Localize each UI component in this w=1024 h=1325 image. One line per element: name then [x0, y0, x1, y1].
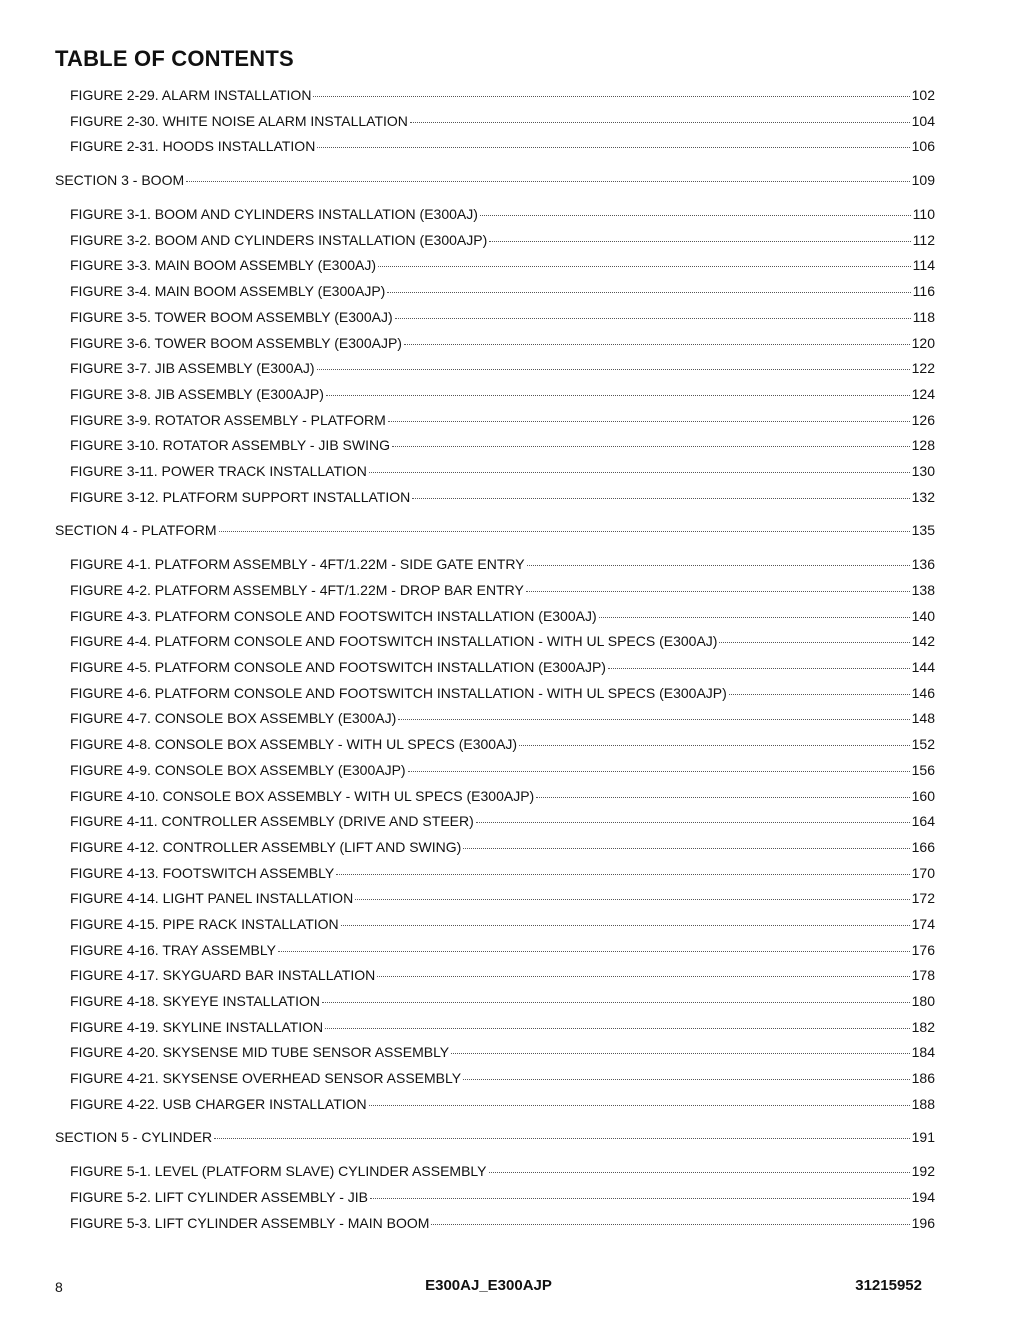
toc-entry-label: FIGURE 4-3. PLATFORM CONSOLE AND FOOTSWITCH INSTALLATION (E300AJ)	[70, 607, 597, 624]
toc-entry-label: FIGURE 3-3. MAIN BOOM ASSEMBLY (E300AJ)	[70, 257, 377, 274]
toc-entry-label: FIGURE 3-10. ROTATOR ASSEMBLY - JIB SWING	[70, 437, 390, 454]
toc-entry-page: 176	[911, 941, 935, 958]
toc-entry-label: FIGURE 4-13. FOOTSWITCH ASSEMBLY	[70, 864, 335, 881]
toc-figure-entry[interactable]	[55, 87, 935, 113]
toc-entry-page: 188	[911, 1095, 935, 1112]
toc-entry-page: 178	[911, 967, 935, 984]
toc-entry-page: 128	[911, 437, 935, 454]
toc-figure-entry[interactable]	[55, 710, 935, 736]
toc-figure-entry[interactable]	[55, 257, 935, 283]
toc-entry-label: FIGURE 4-1. PLATFORM ASSEMBLY - 4FT/1.22M - SIDE GATE ENTRY	[70, 556, 525, 573]
toc-entry-label: FIGURE 3-6. TOWER BOOM ASSEMBLY (E300AJP)	[70, 334, 402, 351]
toc-entry-label: FIGURE 3-1. BOOM AND CYLINDERS INSTALLATION (E300AJ)	[70, 206, 478, 223]
toc-figure-entry[interactable]	[55, 633, 935, 659]
toc-entry-page: 146	[911, 684, 935, 701]
toc-entry-label: FIGURE 3-2. BOOM AND CYLINDERS INSTALLATION (E300AJP)	[70, 231, 488, 248]
dot-leader	[463, 1079, 910, 1080]
footer-page-number: 8	[55, 1279, 63, 1295]
toc-entry-label: FIGURE 2-31. HOODS INSTALLATION	[70, 138, 316, 155]
toc-figure-entry[interactable]	[55, 916, 935, 942]
toc-entry-page: 186	[911, 1070, 935, 1087]
toc-entry-label: FIGURE 4-5. PLATFORM CONSOLE AND FOOTSWITCH INSTALLATION (E300AJP)	[70, 659, 606, 676]
dot-leader	[387, 292, 910, 293]
toc-entry-page: 164	[911, 813, 935, 830]
toc-entry-page: 180	[911, 993, 935, 1009]
toc-entry-page: 196	[911, 1214, 935, 1231]
toc-entry-label: FIGURE 4-12. CONTROLLER ASSEMBLY (LIFT AND SWING)	[70, 838, 462, 855]
dot-leader	[214, 1138, 910, 1139]
toc-entry-page: 130	[911, 462, 935, 479]
toc-figure-entry[interactable]	[55, 813, 935, 839]
dot-leader	[526, 591, 910, 592]
toc-entry-label: FIGURE 3-4. MAIN BOOM ASSEMBLY (E300AJP)	[70, 283, 386, 300]
toc-entry-label: FIGURE 3-11. POWER TRACK INSTALLATION	[70, 462, 367, 479]
toc-entry-label: FIGURE 4-10. CONSOLE BOX ASSEMBLY - WITH UL SPECS (E300AJP)	[70, 787, 535, 804]
toc-entry-label: SECTION 5 - CYLINDER	[55, 1129, 213, 1146]
toc-entry-page: 144	[911, 659, 935, 676]
toc-entry-label: SECTION 3 - BOOM	[55, 172, 185, 189]
toc-entry-label: FIGURE 4-22. USB CHARGER INSTALLATION	[70, 1095, 367, 1112]
toc-figure-entry[interactable]	[55, 232, 935, 258]
toc-section-entry[interactable]	[55, 1129, 935, 1155]
toc-entry-label: FIGURE 5-1. LEVEL (PLATFORM SLAVE) CYLINDER ASSEMBLY	[70, 1163, 487, 1180]
dot-leader	[519, 745, 910, 746]
toc-figure-entry[interactable]	[55, 788, 935, 814]
dot-leader	[476, 822, 910, 823]
toc-entry-label: FIGURE 4-14. LIGHT PANEL INSTALLATION	[70, 890, 354, 907]
dot-leader	[336, 874, 909, 875]
toc-figure-entry[interactable]	[55, 335, 935, 361]
toc-entry-page: 142	[911, 633, 935, 650]
toc-figure-entry[interactable]	[55, 762, 935, 788]
footer-part-number: 31215952	[855, 1277, 922, 1294]
toc-entry-page: 116	[912, 283, 935, 300]
toc-figure-entry[interactable]	[55, 113, 935, 139]
dot-leader	[313, 96, 909, 97]
toc-figure-entry[interactable]	[55, 993, 935, 1019]
toc-entry-page: 118	[912, 308, 935, 325]
dot-leader	[395, 318, 911, 319]
toc-entry-page: 112	[912, 231, 935, 248]
toc-figure-entry[interactable]	[55, 736, 935, 762]
dot-leader	[392, 446, 910, 447]
toc-entry-page: 191	[911, 1129, 935, 1146]
toc-entry-page: 136	[911, 556, 935, 573]
toc-figure-entry[interactable]	[55, 1096, 935, 1122]
dot-leader	[536, 797, 909, 798]
toc-figure-entry[interactable]	[55, 386, 935, 412]
toc-figure-entry[interactable]	[55, 309, 935, 335]
toc-figure-entry[interactable]	[55, 890, 935, 916]
dot-leader	[369, 472, 910, 473]
dot-leader	[410, 122, 910, 123]
toc-figure-entry[interactable]	[55, 360, 935, 386]
page-title: TABLE OF CONTENTS	[55, 46, 294, 71]
dot-leader	[369, 1105, 910, 1106]
toc-figure-entry[interactable]	[55, 463, 935, 489]
toc-entry-page: 106	[911, 138, 935, 155]
toc-entry-page: 156	[911, 761, 935, 778]
toc-figure-entry[interactable]	[55, 1189, 935, 1215]
toc-figure-entry[interactable]	[55, 839, 935, 865]
dot-leader	[322, 1002, 910, 1003]
toc-entry-page: 109	[911, 172, 935, 189]
toc-entry-label: FIGURE 2-30. WHITE NOISE ALARM INSTALLATION	[70, 112, 408, 129]
footer-document-title: E300AJ_E300AJP	[425, 1277, 552, 1294]
toc-entry-page: 182	[911, 1018, 935, 1035]
dot-leader	[278, 951, 910, 952]
toc-figure-entry[interactable]	[55, 283, 935, 309]
dot-leader	[463, 848, 909, 849]
toc-entry-label: FIGURE 5-3. LIFT CYLINDER ASSEMBLY - MAIN BOOM	[70, 1214, 430, 1231]
toc-figure-entry[interactable]	[55, 685, 935, 711]
toc-entry-page: 194	[911, 1189, 935, 1206]
toc-entry-page: 192	[911, 1163, 935, 1180]
toc-figure-entry[interactable]	[55, 659, 935, 685]
toc-entry-page: 135	[911, 522, 935, 539]
dot-leader	[431, 1224, 909, 1225]
dot-leader	[398, 719, 909, 720]
toc-entry-label: FIGURE 3-8. JIB ASSEMBLY (E300AJP)	[70, 385, 324, 402]
toc-entry-label: FIGURE 3-9. ROTATOR ASSEMBLY - PLATFORM	[70, 411, 386, 428]
dot-leader	[489, 241, 910, 242]
toc-figure-entry[interactable]	[55, 942, 935, 968]
toc-entry-label: FIGURE 4-7. CONSOLE BOX ASSEMBLY (E300AJ)	[70, 710, 397, 727]
toc-figure-entry[interactable]	[55, 582, 935, 608]
dot-leader	[412, 498, 909, 499]
toc-figure-entry[interactable]	[55, 556, 935, 582]
toc-entry-label: FIGURE 4-15. PIPE RACK INSTALLATION	[70, 915, 339, 932]
dot-leader	[599, 617, 910, 618]
toc-figure-entry[interactable]	[55, 865, 935, 891]
toc-entry-page: 120	[911, 334, 935, 351]
toc-entry-page: 126	[911, 411, 935, 428]
toc-entry-label: FIGURE 4-4. PLATFORM CONSOLE AND FOOTSWITCH INSTALLATION - WITH UL SPECS (E300AJ)	[70, 633, 718, 650]
toc-entry-label: FIGURE 4-6. PLATFORM CONSOLE AND FOOTSWITCH INSTALLATION - WITH UL SPECS (E300AJP)	[70, 684, 727, 701]
toc-entry-page: 122	[911, 360, 935, 377]
toc-figure-entry[interactable]	[55, 1070, 935, 1096]
toc-section-entry[interactable]	[55, 172, 935, 198]
toc-entry-page: 166	[911, 838, 935, 855]
toc-entry-label: FIGURE 4-20. SKYSENSE MID TUBE SENSOR ASSEMBLY	[70, 1044, 450, 1061]
dot-leader	[608, 668, 910, 669]
toc-entry-page: 114	[912, 257, 935, 274]
toc-figure-entry[interactable]	[55, 967, 935, 993]
dot-leader	[370, 1198, 910, 1199]
toc-entry-page: 174	[911, 915, 935, 932]
dot-leader	[408, 771, 910, 772]
toc-figure-entry[interactable]	[55, 437, 935, 463]
dot-leader	[719, 642, 909, 643]
toc-entry-page: 110	[912, 206, 935, 223]
toc-entry-label: FIGURE 3-12. PLATFORM SUPPORT INSTALLATION	[70, 488, 411, 505]
toc-figure-entry[interactable]	[55, 1215, 935, 1241]
dot-leader	[341, 925, 910, 926]
dot-leader	[186, 181, 910, 182]
dot-leader	[317, 369, 910, 370]
toc-entry-label: FIGURE 4-9. CONSOLE BOX ASSEMBLY (E300AJP)	[70, 761, 406, 778]
toc-figure-entry[interactable]	[55, 412, 935, 438]
toc-entry-page: 170	[911, 864, 935, 881]
toc-entry-label: FIGURE 4-19. SKYLINE INSTALLATION	[70, 1018, 324, 1035]
toc-entry-page: 102	[911, 87, 935, 103]
toc-entry-page: 132	[911, 488, 935, 505]
toc-figure-entry[interactable]	[55, 206, 935, 232]
toc-entry-label: FIGURE 4-2. PLATFORM ASSEMBLY - 4FT/1.22M - DROP BAR ENTRY	[70, 582, 524, 598]
dot-leader	[326, 395, 910, 396]
dot-leader	[378, 266, 911, 267]
toc-entry-page: 124	[911, 385, 935, 402]
dot-leader	[388, 421, 910, 422]
table-of-contents	[55, 87, 935, 1241]
toc-entry-label: FIGURE 4-21. SKYSENSE OVERHEAD SENSOR ASSEMBLY	[70, 1070, 462, 1087]
toc-entry-page: 152	[911, 736, 935, 753]
dot-leader	[325, 1028, 910, 1029]
toc-entry-label: FIGURE 5-2. LIFT CYLINDER ASSEMBLY - JIB	[70, 1189, 368, 1206]
toc-figure-entry[interactable]	[55, 1163, 935, 1189]
toc-entry-label: FIGURE 4-8. CONSOLE BOX ASSEMBLY - WITH UL SPECS (E300AJ)	[70, 736, 518, 753]
toc-entry-page: 140	[911, 607, 935, 624]
toc-entry-page: 160	[911, 787, 935, 804]
toc-entry-label: FIGURE 4-16. TRAY ASSEMBLY	[70, 941, 276, 958]
toc-section-entry[interactable]	[55, 522, 935, 548]
toc-entry-label: FIGURE 3-5. TOWER BOOM ASSEMBLY (E300AJ)	[70, 308, 393, 325]
toc-entry-label: FIGURE 3-7. JIB ASSEMBLY (E300AJ)	[70, 360, 315, 377]
dot-leader	[355, 899, 909, 900]
dot-leader	[451, 1053, 909, 1054]
dot-leader	[729, 694, 910, 695]
dot-leader	[527, 565, 910, 566]
toc-entry-label: FIGURE 4-17. SKYGUARD BAR INSTALLATION	[70, 967, 376, 984]
dot-leader	[404, 344, 910, 345]
toc-entry-page: 104	[911, 112, 935, 129]
toc-entry-page: 172	[911, 890, 935, 907]
toc-figure-entry[interactable]	[55, 608, 935, 634]
toc-figure-entry[interactable]	[55, 138, 935, 164]
toc-entry-page: 148	[911, 710, 935, 727]
dot-leader	[317, 147, 909, 148]
toc-entry-label: FIGURE 4-11. CONTROLLER ASSEMBLY (DRIVE AND STEER)	[70, 813, 474, 830]
toc-entry-label: SECTION 4 - PLATFORM	[55, 522, 217, 539]
toc-figure-entry[interactable]	[55, 1019, 935, 1045]
dot-leader	[377, 976, 909, 977]
toc-figure-entry[interactable]	[55, 489, 935, 515]
toc-entry-page: 184	[911, 1044, 935, 1061]
toc-entry-page: 138	[911, 582, 935, 598]
dot-leader	[489, 1172, 910, 1173]
toc-entry-label: FIGURE 4-18. SKYEYE INSTALLATION	[70, 993, 320, 1009]
toc-figure-entry[interactable]	[55, 1044, 935, 1070]
dot-leader	[480, 215, 911, 216]
dot-leader	[219, 531, 910, 532]
toc-entry-label: FIGURE 2-29. ALARM INSTALLATION	[70, 87, 312, 103]
